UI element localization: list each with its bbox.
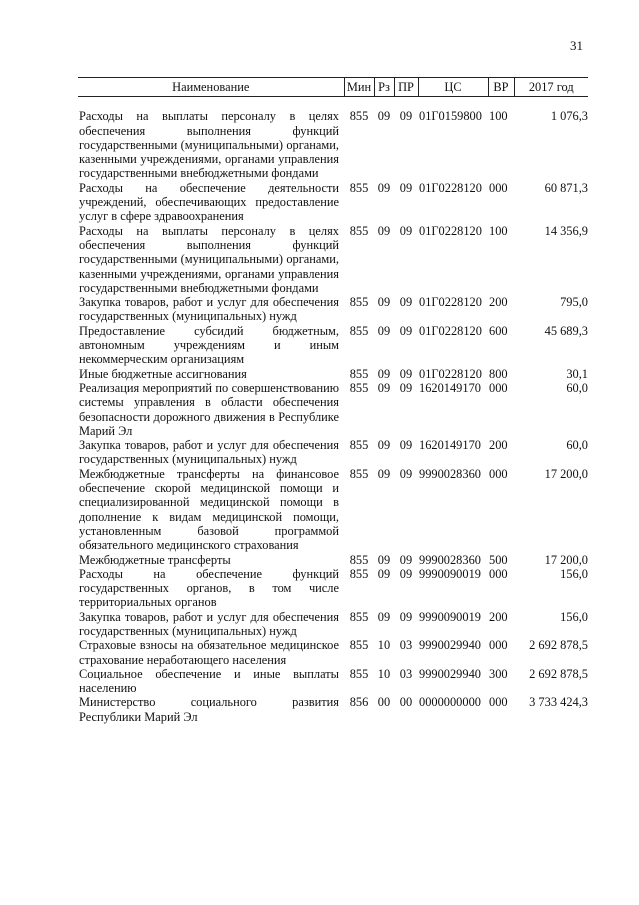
cell-min: 856	[349, 695, 369, 710]
cell-vr: 600	[489, 323, 508, 338]
cell-vr: 200	[489, 609, 508, 624]
cell-rz: 09	[377, 223, 391, 238]
cell-rz: 09	[377, 323, 391, 338]
cell-pr: 09	[399, 438, 413, 453]
header-rz: Рз	[374, 78, 394, 97]
cell-min: 855	[349, 638, 369, 653]
cell-rz: 09	[377, 180, 391, 195]
cell-rz: 09	[377, 295, 391, 310]
table-row	[78, 467, 588, 553]
cell-name: Расходы на выплаты персоналу в целях обеспечения выполнения функций государственными (муниципальными) органами, казенными учреждениями, органами управления государственными внебюджетными фондами	[79, 109, 339, 181]
table-row	[78, 367, 588, 381]
cell-cs: 01Г0159800	[419, 109, 482, 124]
cell-pr: 09	[399, 180, 413, 195]
cell-pr: 09	[399, 223, 413, 238]
header-name: Наименование	[78, 78, 344, 97]
cell-min: 855	[349, 366, 369, 381]
cell-amount: 17 200,0	[544, 466, 588, 481]
cell-amount: 60,0	[566, 380, 588, 395]
cell-min: 855	[349, 666, 369, 681]
cell-name: Межбюджетные трансферты на финансовое обеспечение скорой медицинской помощи и специализированной медицинской помощи в дополнение к видам медицинской помощи, установленным базовой программой обязательного медицинского страхования	[79, 466, 339, 553]
cell-name: Закупка товаров, работ и услуг для обеспечения государственных (муниципальных) нужд	[79, 609, 339, 638]
cell-pr: 00	[399, 695, 413, 710]
table-row	[78, 324, 588, 367]
cell-min: 855	[349, 380, 369, 395]
cell-amount: 14 356,9	[544, 223, 588, 238]
cell-min: 855	[349, 223, 369, 238]
cell-amount: 3 733 424,3	[529, 695, 588, 710]
cell-cs: 01Г0228120	[419, 323, 482, 338]
cell-name: Расходы на выплаты персоналу в целях обеспечения выполнения функций государственными (муниципальными) органами, казенными учреждениями, органами управления государственными внебюджетными фондами	[79, 223, 339, 295]
table-row	[78, 381, 588, 438]
cell-vr: 000	[489, 466, 508, 481]
table-row	[78, 553, 588, 567]
cell-name: Предоставление субсидий бюджетным, автономным учреждениям и иным некоммерческим организациям	[79, 323, 339, 367]
cell-name: Закупка товаров, работ и услуг для обеспечения государственных (муниципальных) нужд	[79, 438, 339, 467]
cell-min: 855	[349, 295, 369, 310]
cell-pr: 09	[399, 380, 413, 395]
table-row	[78, 97, 588, 181]
cell-vr: 300	[489, 666, 508, 681]
cell-amount: 60 871,3	[544, 180, 588, 195]
cell-rz: 09	[377, 609, 391, 624]
header-vr: ВР	[488, 78, 514, 97]
cell-vr: 100	[489, 223, 508, 238]
cell-pr: 09	[399, 609, 413, 624]
cell-min: 855	[349, 323, 369, 338]
cell-name: Расходы на обеспечение деятельности учреждений, обеспечивающих предоставление услуг в сфере здравоохранения	[79, 180, 339, 224]
cell-min: 855	[349, 552, 369, 567]
table-row	[78, 610, 588, 639]
cell-amount: 60,0	[566, 438, 588, 453]
cell-name: Министерство социального развития Республики Марий Эл	[79, 695, 339, 724]
cell-name: Иные бюджетные ассигнования	[79, 366, 247, 381]
table-row	[78, 667, 588, 696]
cell-name: Межбюджетные трансферты	[79, 552, 231, 567]
cell-name: Закупка товаров, работ и услуг для обеспечения государственных (муниципальных) нужд	[79, 295, 339, 324]
cell-amount: 45 689,3	[544, 323, 588, 338]
cell-cs: 01Г0228120	[419, 295, 482, 310]
cell-cs: 1620149170	[419, 380, 481, 395]
cell-min: 855	[349, 180, 369, 195]
cell-min: 855	[349, 609, 369, 624]
table-header-row	[78, 78, 588, 97]
table-row	[78, 567, 588, 610]
cell-vr: 200	[489, 295, 508, 310]
cell-min: 855	[349, 466, 369, 481]
cell-amount: 30,1	[566, 366, 588, 381]
cell-amount: 2 692 878,5	[529, 666, 588, 681]
cell-amount: 156,0	[560, 609, 588, 624]
cell-pr: 09	[399, 109, 413, 124]
budget-table	[78, 77, 588, 724]
cell-rz: 09	[377, 380, 391, 395]
cell-rz: 10	[377, 638, 391, 653]
cell-rz: 09	[377, 438, 391, 453]
cell-cs: 9990028360	[419, 466, 481, 481]
table-row	[78, 438, 588, 467]
table-row	[78, 695, 588, 724]
header-pr: ПР	[394, 78, 418, 97]
header-year: 2017 год	[514, 78, 588, 97]
cell-pr: 09	[399, 366, 413, 381]
cell-cs: 9990090019	[419, 609, 481, 624]
cell-cs: 9990029940	[419, 666, 481, 681]
cell-vr: 000	[489, 380, 508, 395]
cell-amount: 795,0	[560, 295, 588, 310]
cell-pr: 09	[399, 552, 413, 567]
cell-name: Расходы на обеспечение функций государственных органов, в том числе территориальных органов	[79, 566, 339, 610]
cell-cs: 1620149170	[419, 438, 481, 453]
cell-pr: 09	[399, 566, 413, 581]
cell-cs: 01Г0228120	[419, 180, 482, 195]
cell-name: Социальное обеспечение и иные выплаты населению	[79, 666, 339, 696]
cell-pr: 09	[399, 295, 413, 310]
table-row	[78, 295, 588, 324]
cell-cs: 01Г0228120	[419, 366, 482, 381]
cell-vr: 100	[489, 109, 508, 124]
cell-pr: 09	[399, 323, 413, 338]
cell-amount: 17 200,0	[544, 552, 588, 567]
cell-vr: 000	[489, 180, 508, 195]
cell-vr: 000	[489, 566, 508, 581]
cell-amount: 2 692 878,5	[529, 638, 588, 653]
cell-rz: 09	[377, 366, 391, 381]
cell-cs: 0000000000	[419, 695, 481, 710]
header-cs: ЦС	[418, 78, 488, 97]
cell-name: Реализация мероприятий по совершенствованию системы управления в области обеспечения безопасности дорожного движения в Республике Марий Эл	[79, 380, 339, 438]
cell-min: 855	[349, 109, 369, 124]
cell-rz: 10	[377, 666, 391, 681]
cell-min: 855	[349, 566, 369, 581]
cell-rz: 09	[377, 109, 391, 124]
cell-vr: 500	[489, 552, 508, 567]
cell-cs: 9990029940	[419, 638, 481, 653]
table-row	[78, 224, 588, 295]
cell-vr: 200	[489, 438, 508, 453]
page-number: 31	[570, 38, 583, 53]
cell-pr: 03	[399, 638, 413, 653]
cell-cs: 9990028360	[419, 552, 481, 567]
cell-pr: 09	[399, 466, 413, 481]
cell-amount: 1 076,3	[550, 109, 588, 124]
cell-rz: 09	[377, 466, 391, 481]
table-row	[78, 181, 588, 224]
cell-rz: 09	[377, 552, 391, 567]
cell-cs: 01Г0228120	[419, 223, 482, 238]
cell-cs: 9990090019	[419, 566, 481, 581]
table-row	[78, 638, 588, 667]
cell-pr: 03	[399, 666, 413, 681]
cell-amount: 156,0	[560, 566, 588, 581]
cell-vr: 000	[489, 695, 508, 710]
cell-rz: 09	[377, 566, 391, 581]
cell-name: Страховые взносы на обязательное медицинское страхование неработающего населения	[79, 638, 339, 667]
cell-vr: 000	[489, 638, 508, 653]
cell-vr: 800	[489, 366, 508, 381]
cell-min: 855	[349, 438, 369, 453]
cell-rz: 00	[377, 695, 391, 710]
header-min: Мин	[344, 78, 374, 97]
